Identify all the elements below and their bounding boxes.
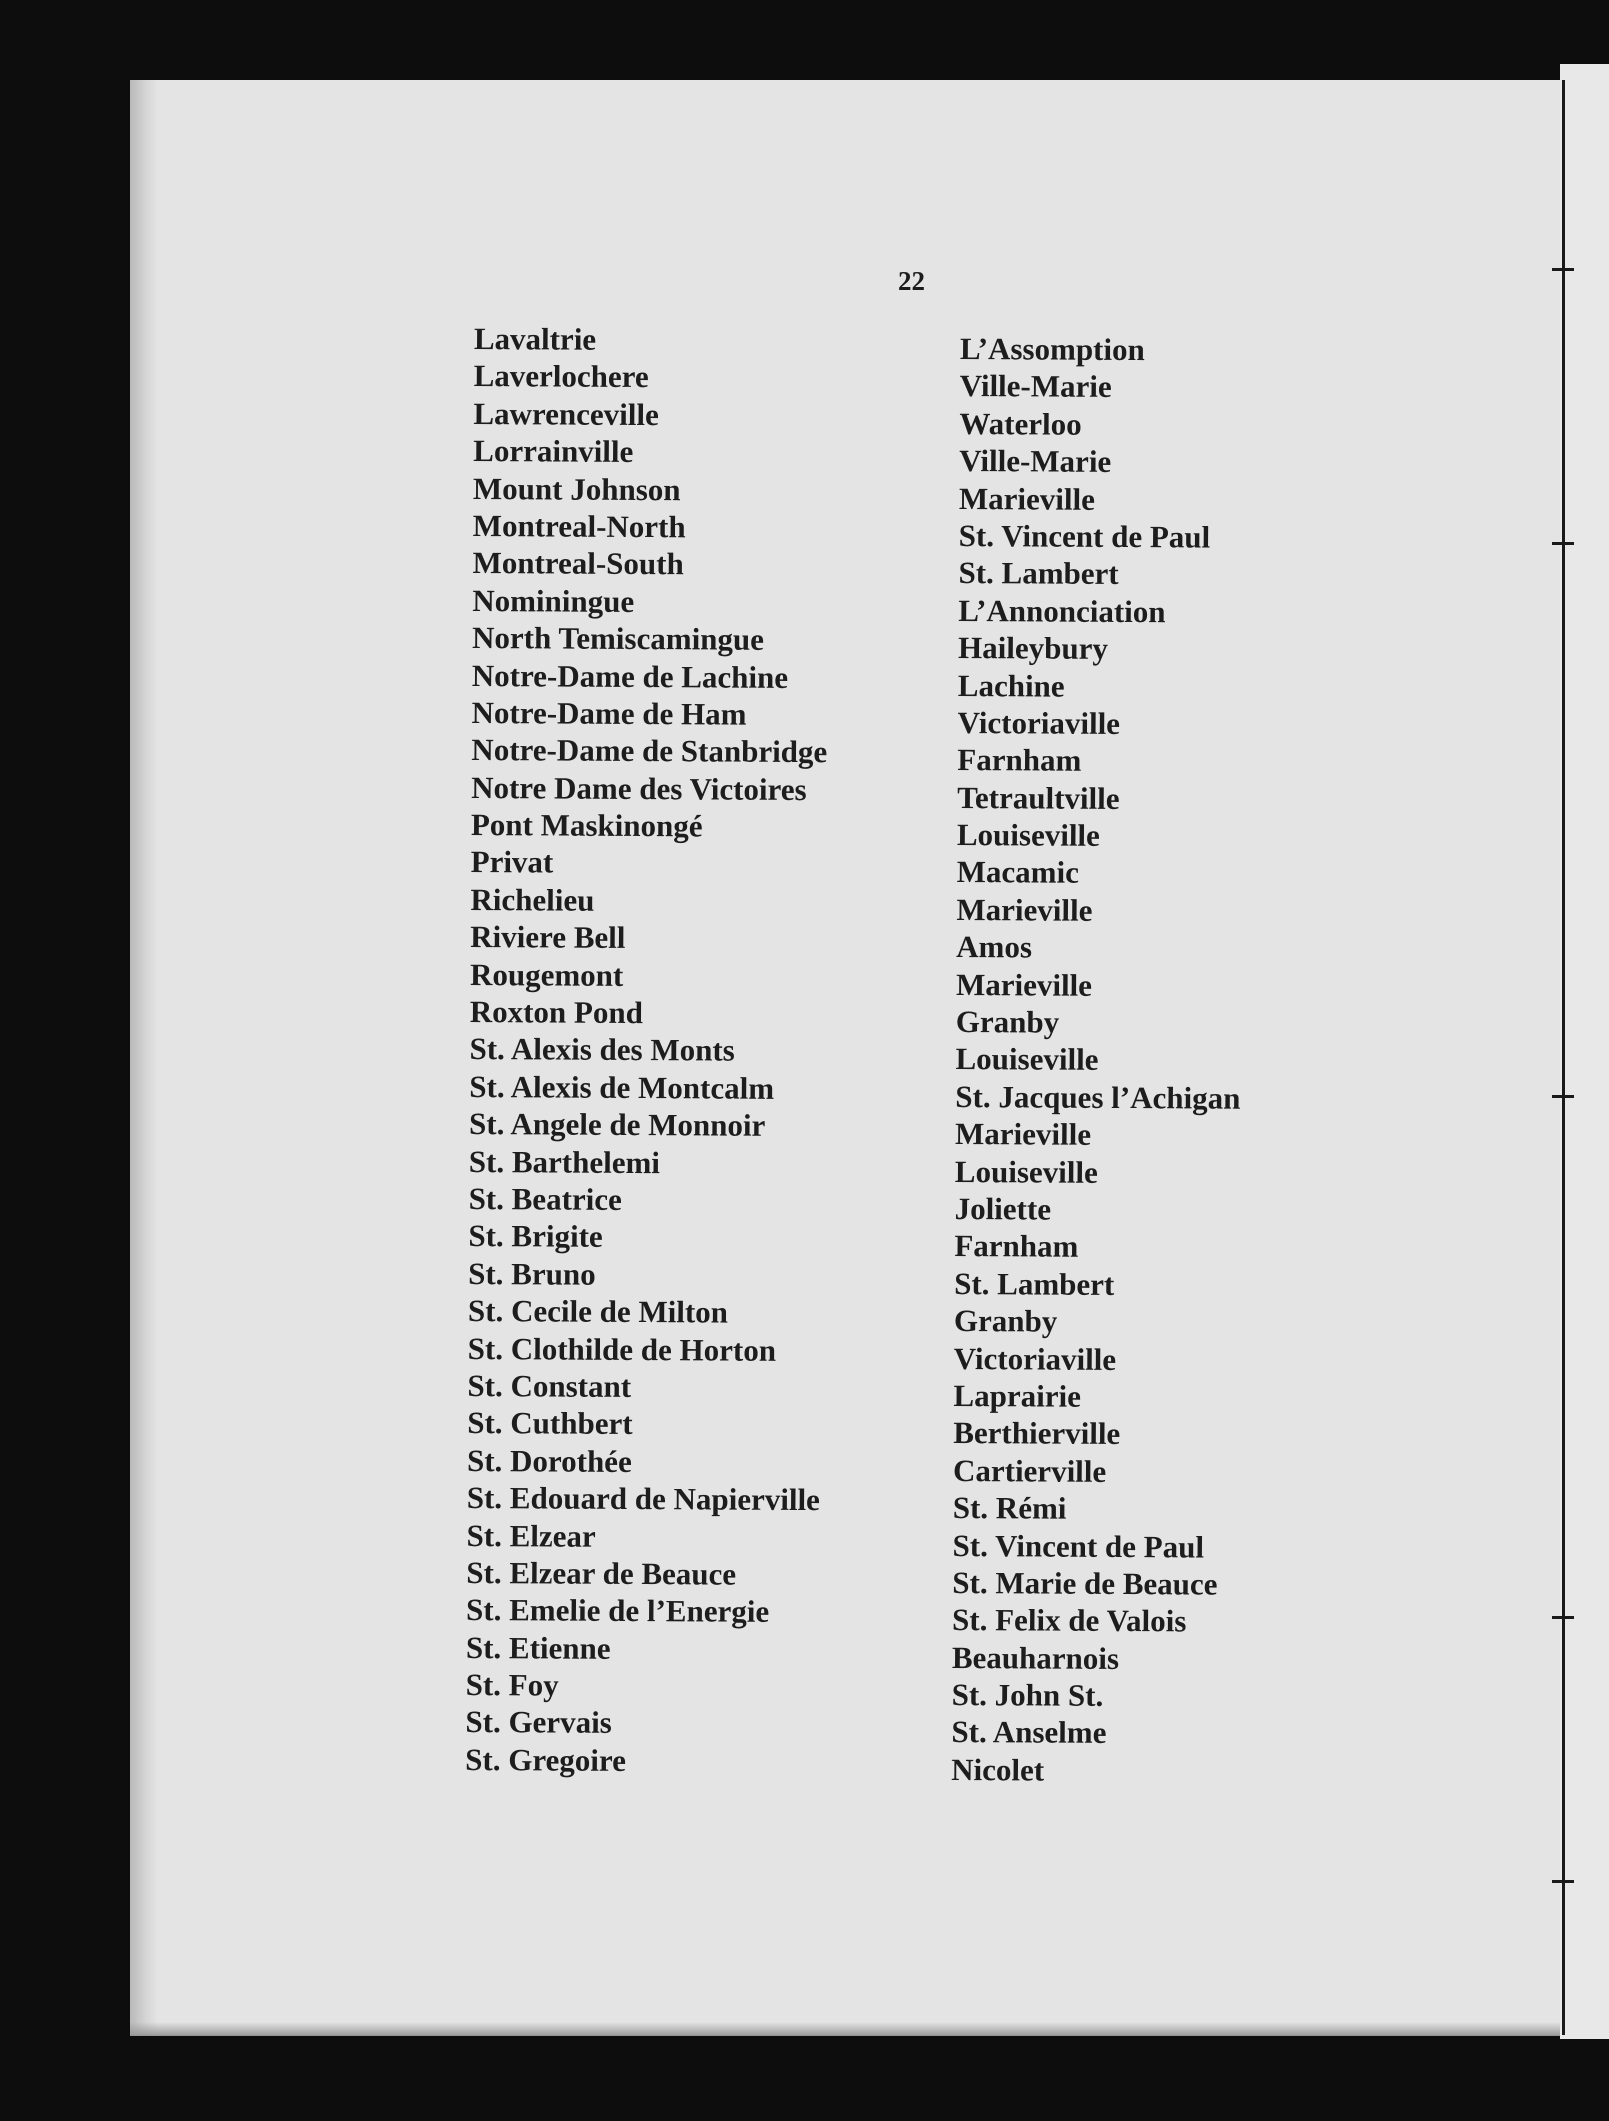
place-name: Laprairie [953, 1377, 1082, 1414]
place-name: Beauharnois [951, 1639, 1120, 1676]
binding-shadow [130, 80, 158, 2035]
place-name: Lachine [957, 667, 1065, 704]
book-page [130, 80, 1560, 2035]
parish-name: Lavaltrie [473, 320, 597, 357]
parish-name: Notre-Dame de Ham [471, 694, 747, 732]
parish-name: St. Alexis des Monts [469, 1031, 735, 1069]
place-name: Ville-Marie [959, 443, 1112, 480]
parish-name: St. Dorothée [466, 1442, 632, 1479]
parish-name: St. Angele de Monnoir [468, 1106, 766, 1143]
margin-tick [1552, 268, 1574, 271]
place-column [951, 330, 1245, 1790]
parish-name: St. Elzear de Beauce [466, 1554, 737, 1592]
place-name: Louiseville [955, 1041, 1099, 1078]
parish-column [465, 320, 830, 1780]
parish-name: St. Edouard de Napierville [466, 1480, 821, 1518]
place-name: St. Vincent de Paul [952, 1527, 1205, 1565]
place-name: Waterloo [959, 405, 1082, 442]
parish-name: St. Beatrice [468, 1180, 622, 1217]
place-name: Granby [953, 1303, 1058, 1339]
parish-name: St. Cecile de Milton [467, 1293, 729, 1330]
parish-name: Notre-Dame de Stanbridge [471, 732, 828, 770]
place-name: Tetraultville [957, 779, 1120, 816]
place-name: Berthierville [953, 1415, 1121, 1452]
place-name: Marieville [954, 1116, 1092, 1153]
parish-name: Montreal-South [472, 545, 684, 582]
margin-tick [1552, 542, 1574, 545]
place-name: L’Annonciation [958, 592, 1166, 629]
parish-name: St. Elzear [466, 1517, 596, 1554]
parish-name: St. Emelie de l’Energie [466, 1592, 770, 1630]
place-name: St. Lambert [954, 1265, 1115, 1302]
place-name: Victoriaville [953, 1340, 1117, 1377]
parish-name: Nominingue [472, 582, 635, 619]
parish-name: Mount Johnson [472, 470, 681, 507]
place-name: Farnham [954, 1228, 1079, 1265]
parish-name: Richelieu [470, 881, 595, 918]
parish-name: Roxton Pond [469, 994, 644, 1031]
parish-name: St. Gervais [465, 1704, 612, 1741]
place-name: St. Vincent de Paul [958, 517, 1211, 555]
parish-name: Lawrenceville [473, 395, 659, 432]
place-name: St. Lambert [958, 555, 1119, 592]
parish-name: St. Gregoire [465, 1741, 627, 1778]
page-bottom-edge [130, 2022, 1560, 2036]
place-name: Louiseville [956, 817, 1100, 853]
parish-name: St. Clothilde de Horton [467, 1330, 777, 1368]
parish-name: St. Cuthbert [467, 1405, 633, 1442]
parish-name: St. Foy [465, 1667, 559, 1703]
parish-name: Notre Dame des Victoires [471, 769, 807, 807]
parish-name: St. Alexis de Montcalm [469, 1068, 775, 1106]
parish-name: Pont Maskinongé [470, 807, 703, 844]
place-name: Ville-Marie [959, 368, 1112, 405]
place-name: Cartierville [952, 1452, 1107, 1489]
parish-name: Rougemont [469, 956, 624, 993]
place-name: Granby [955, 1004, 1060, 1040]
parish-name: St. Brigite [468, 1218, 603, 1255]
margin-tick [1552, 1880, 1574, 1883]
adjacent-page-edge [1560, 64, 1609, 2039]
margin-rule [1562, 80, 1565, 2035]
parish-name: Privat [470, 844, 554, 880]
place-name: St. Rémi [952, 1490, 1067, 1526]
place-name: Haileybury [957, 630, 1109, 667]
place-name: Amos [956, 929, 1033, 965]
place-name: St. Jacques l’Achigan [955, 1078, 1241, 1116]
place-name: Marieville [958, 480, 1096, 517]
parish-name: St. Constant [467, 1367, 632, 1404]
place-name: L’Assomption [959, 330, 1145, 368]
parish-name: Montreal-North [472, 507, 686, 545]
place-name: Marieville [955, 966, 1093, 1003]
parish-name: St. Barthelemi [468, 1143, 661, 1180]
place-name: Victoriaville [957, 704, 1121, 741]
place-name: Nicolet [951, 1751, 1045, 1788]
place-name: Louiseville [954, 1153, 1098, 1190]
page-number: 22 [898, 266, 925, 296]
parish-name: St. Etienne [465, 1629, 611, 1666]
place-name: St. Felix de Valois [952, 1602, 1187, 1639]
parish-name: Lorrainville [473, 433, 634, 470]
place-name: St. Anselme [951, 1714, 1107, 1751]
place-name: Farnham [957, 742, 1082, 779]
place-name: Macamic [956, 854, 1080, 891]
parish-name: Riviere Bell [470, 919, 626, 956]
parish-name: St. Bruno [468, 1255, 596, 1292]
margin-tick [1552, 1616, 1574, 1619]
place-name: St. Marie de Beauce [952, 1564, 1218, 1602]
parish-name: Laverlochere [473, 358, 649, 395]
place-name: St. John St. [951, 1677, 1104, 1713]
margin-tick [1552, 1095, 1574, 1098]
place-name: Marieville [956, 891, 1093, 928]
place-name: Joliette [954, 1190, 1052, 1227]
parish-name: Notre-Dame de Lachine [471, 657, 789, 695]
parish-name: North Temiscamingue [471, 620, 765, 657]
